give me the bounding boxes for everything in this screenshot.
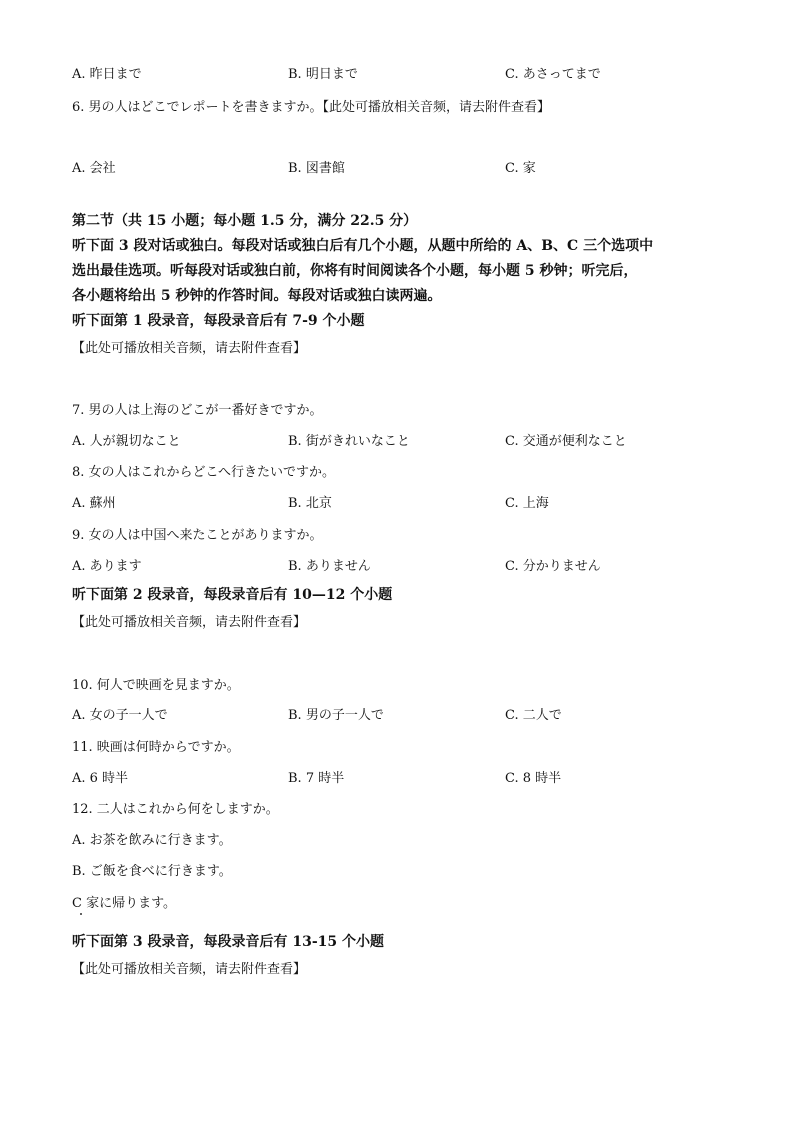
part1-title: 听下面第 1 段录音，每段录音后有 7-9 个小题 <box>72 313 365 329</box>
q7-option-b: B. 街がきれいなこと <box>288 434 410 449</box>
part3-title: 听下面第 3 段录音，每段录音后有 13-15 个小题 <box>72 934 385 950</box>
section2-instruction-3: 各小题将给出 5 秒钟的作答时间。每段对话或独白读两遍。 <box>72 288 442 304</box>
part1-audio-note: 【此处可播放相关音频，请去附件查看】 <box>72 341 307 356</box>
q10-option-b: B. 男の子一人で <box>288 708 384 723</box>
q6-option-c: C. 家 <box>505 161 536 176</box>
part3-audio-note: 【此处可播放相关音频，请去附件查看】 <box>72 962 307 977</box>
q9-option-c: C. 分かりません <box>505 559 601 574</box>
q6-option-b: B. 図書館 <box>288 161 345 176</box>
q9-stem: 9. 女の人は中国へ来たことがありますか。 <box>72 528 323 543</box>
q11-option-b: B. 7 時半 <box>288 771 345 786</box>
section2-instruction-1: 听下面 3 段对话或独白。每段对话或独白后有几个小题，从题中所给的 A、B、C 三个选项中 <box>72 238 654 254</box>
q8-option-a: A. 蘇州 <box>72 496 116 511</box>
section2-heading: 第二节（共 15 小题；每小题 1.5 分，满分 22.5 分） <box>72 213 418 229</box>
q7-option-a: A. 人が親切なこと <box>72 434 181 449</box>
q12-option-c: C 家に帰ります。 <box>72 896 177 911</box>
q8-option-c: C. 上海 <box>505 496 549 511</box>
q11-option-c: C. 8 時半 <box>505 771 562 786</box>
part2-title: 听下面第 2 段录音，每段录音后有 10—12 个小题 <box>72 587 393 603</box>
q12-option-b: B. ご飯を食べに行きます。 <box>72 864 232 879</box>
section2-instruction-2: 选出最佳选项。听每段对话或独白前，你将有时间阅读各个小题，每小题 5 秒钟；听完后， <box>72 263 638 279</box>
stray-dot <box>80 913 82 915</box>
q8-stem: 8. 女の人はこれからどこへ行きたいですか。 <box>72 465 336 480</box>
q9-option-a: A. あります <box>72 559 142 574</box>
q5-option-c: C. あさってまで <box>505 67 601 82</box>
q12-stem: 12. 二人はこれから何をしますか。 <box>72 802 279 817</box>
q7-option-c: C. 交通が便利なこと <box>505 434 627 449</box>
q9-option-b: B. ありません <box>288 559 371 574</box>
q10-stem: 10. 何人で映画を見ますか。 <box>72 678 240 693</box>
q10-option-a: A. 女の子一人で <box>72 708 168 723</box>
q8-option-b: B. 北京 <box>288 496 332 511</box>
q5-option-b: B. 明日まで <box>288 67 358 82</box>
q7-stem: 7. 男の人は上海のどこが一番好きですか。 <box>72 403 323 418</box>
q6-option-a: A. 会社 <box>72 161 116 176</box>
q12-option-a: A. お茶を飲みに行きます。 <box>72 833 232 848</box>
q5-option-a: A. 昨日まで <box>72 67 142 82</box>
q6-stem: 6. 男の人はどこでレポートを書きますか。【此处可播放相关音频，请去附件查看】 <box>72 100 551 115</box>
q11-option-a: A. 6 時半 <box>72 771 129 786</box>
q11-stem: 11. 映画は何時からですか。 <box>72 740 240 755</box>
part2-audio-note: 【此处可播放相关音频，请去附件查看】 <box>72 615 307 630</box>
q10-option-c: C. 二人で <box>505 708 562 723</box>
